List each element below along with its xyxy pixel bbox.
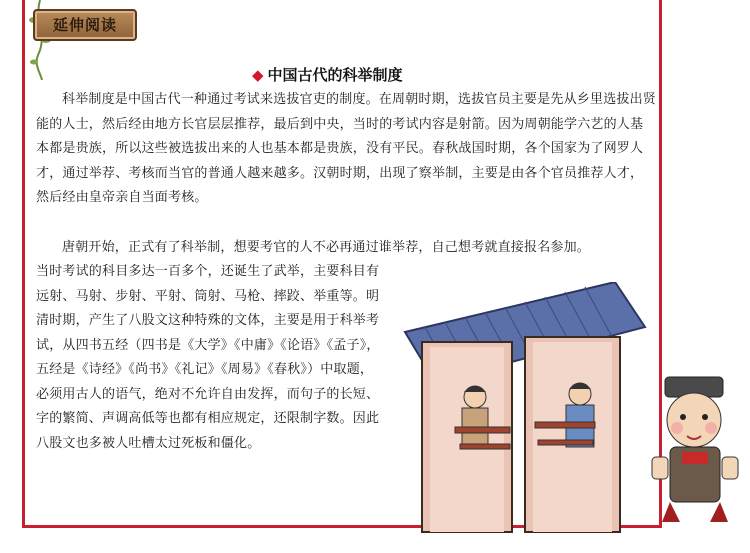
paragraph-1: 科举制度是中国古代一种通过考试来选拔官吏的制度。在周朝时期，选拔官员主要是先从乡里选拔出贤能的人士，然后经由地方长官层层推荐，最后到中央，当时的考试内容是射箭。因为周朝能学六艺的人基本都是贵族，所以这些被选拔出来的人也基本都是贵族，没有平民。春秋战国时期，各个国家为了网罗人才，通过举荐、考核而当官的普通人越来越多。汉朝时期，出现了察举制，主要是由各个官员推荐人才，然后经由皇帝亲自当面考核。 (36, 92, 657, 205)
section-label-sign (33, 9, 137, 41)
exam-booth-illustration (400, 282, 745, 537)
article-title: 中国古代的科举制度 (267, 66, 403, 84)
paragraph-2-rest: 当时考试的科目多达一百多个，还诞生了武举，主要科目有远射、马射、步射、平射、筒射、马枪、摔跤、举重等。明清时期，产生了八股文这种特殊的文体，主要是用于科举考试，从四书五经（四书是《大学》《中庸》《论语》《孟子》，五经是《诗经》《尚书》《礼记》《周易》《春秋》）中取题，必须用古人的语气，绝对不允许自由发挥，而句子的长短、字的繁简、声调高低等也都有相应规定，还限制字数。因此八股文也多被人吐槽太过死板和僵化。 (36, 264, 380, 451)
diamond-bullet-icon: ◆ (252, 66, 264, 84)
article-title-row (252, 64, 403, 85)
paragraph-2-first-line: 唐朝开始，正式有了科举制，想要考官的人不必再通过谁举荐，自己想考就直接报名参加。 (62, 240, 591, 255)
section-label: 延伸阅读 (52, 16, 117, 34)
